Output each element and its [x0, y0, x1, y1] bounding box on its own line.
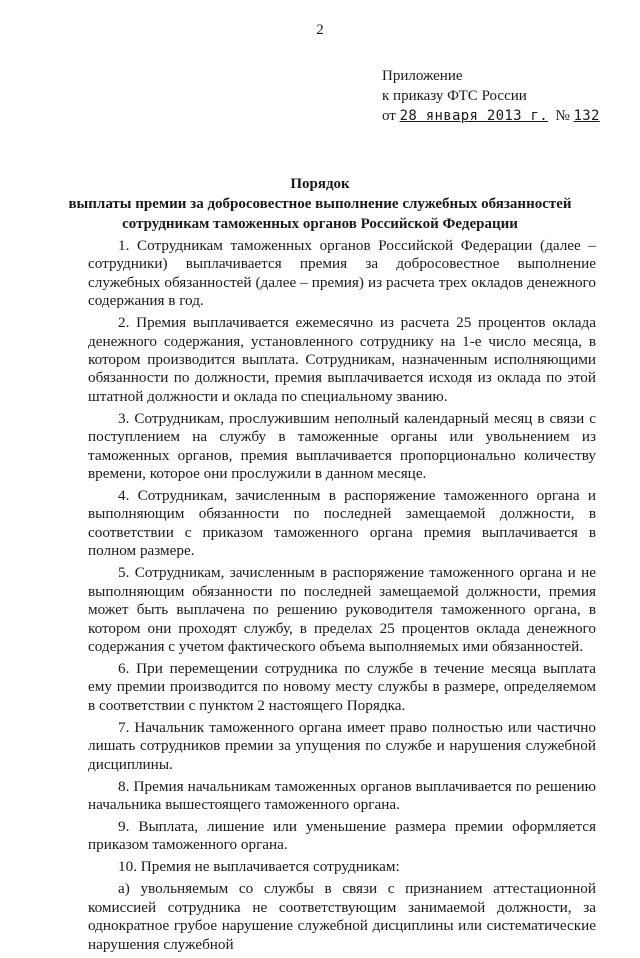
paragraph-5: 5. Сотрудникам, зачисленным в распоряжение таможенного органа и не выполняющим обязанности по последней замещаемой должности, премия может быть выплачена по решению руководителя таможенного органа, в котором они проходят службу, в пределах 25 процентов оклада денежного содержания с учетом фактического объема выполняемых ими обязанностей. [88, 564, 596, 655]
paragraph-3: 3. Сотрудникам, прослужившим неполный календарный месяц в связи с поступлением на службу в таможенные органы или увольнением из таможенных органов, премия выплачивается пропорционально количеству времени, которое они прослужили в данном месяце. [88, 409, 596, 483]
appendix-order-ref: к приказу ФТС России [382, 88, 527, 104]
paragraph-7: 7. Начальник таможенного органа имеет право полностью или частично лишать сотрудников премии за упущения по службе и нарушения служебной дисциплины. [88, 718, 596, 773]
document-body [88, 237, 596, 958]
order-number: 132 [573, 108, 600, 124]
title-line-3: сотрудникам таможенных органов Российской Федерации [122, 216, 518, 232]
page-number: 2 [316, 22, 324, 38]
paragraph-4: 4. Сотрудникам, зачисленным в распоряжение таможенного органа и выполняющим обязанности по последней замещаемой должности, в соответствии с приказом таможенного органа премия выплачивается в полном размере. [88, 487, 596, 560]
title-line-2: выплаты премии за добросовестное выполнение служебных обязанностей [68, 196, 572, 212]
title-line-1: Порядок [290, 176, 350, 192]
appendix-title: Приложение [382, 68, 463, 84]
order-date: 28 января 2013 г. [399, 108, 548, 124]
paragraph-8: 8. Премия начальникам таможенных органов выплачивается по решению начальника вышестоящего таможенного органа. [88, 777, 596, 813]
number-prefix: № [555, 108, 570, 124]
appendix-header [382, 66, 600, 126]
appendix-date-line [382, 106, 600, 126]
paragraph-2: 2. Премия выплачивается ежемесячно из расчета 25 процентов оклада денежного содержания, установленного сотруднику на 1-е число месяца, в котором производится выплата. Сотрудникам, назначенным исполняющими обязанности по должности, премия выплачивается исходя из оклада по этой штатной должности и оклада по специальному званию. [88, 314, 596, 405]
paragraph-1: 1. Сотрудникам таможенных органов Российской Федерации (далее – сотрудники) выплачивается премия за добросовестное выполнение служебных обязанностей (далее – премия) из расчета трех окладов денежного содержания в год. [88, 237, 596, 310]
document-title [60, 174, 580, 234]
date-prefix: от [382, 108, 396, 124]
paragraph-10: 10. Премия не выплачивается сотрудникам: [118, 858, 400, 876]
paragraph-6: 6. При перемещении сотрудника по службе в течение месяца выплата ему премии производится по новому месту службы в размере, определяемом в соответствии с пунктом 2 настоящего Порядка. [88, 659, 596, 714]
paragraph-9: 9. Выплата, лишение или уменьшение размера премии оформляется приказом таможенного органа. [88, 817, 596, 854]
paragraph-10a: а) увольняемым со службы в связи с признанием аттестационной комиссией сотрудника не соответствующим занимаемой должности, за однократное грубое нарушение служебной дисциплины или систематические нарушения служебной [88, 880, 596, 953]
